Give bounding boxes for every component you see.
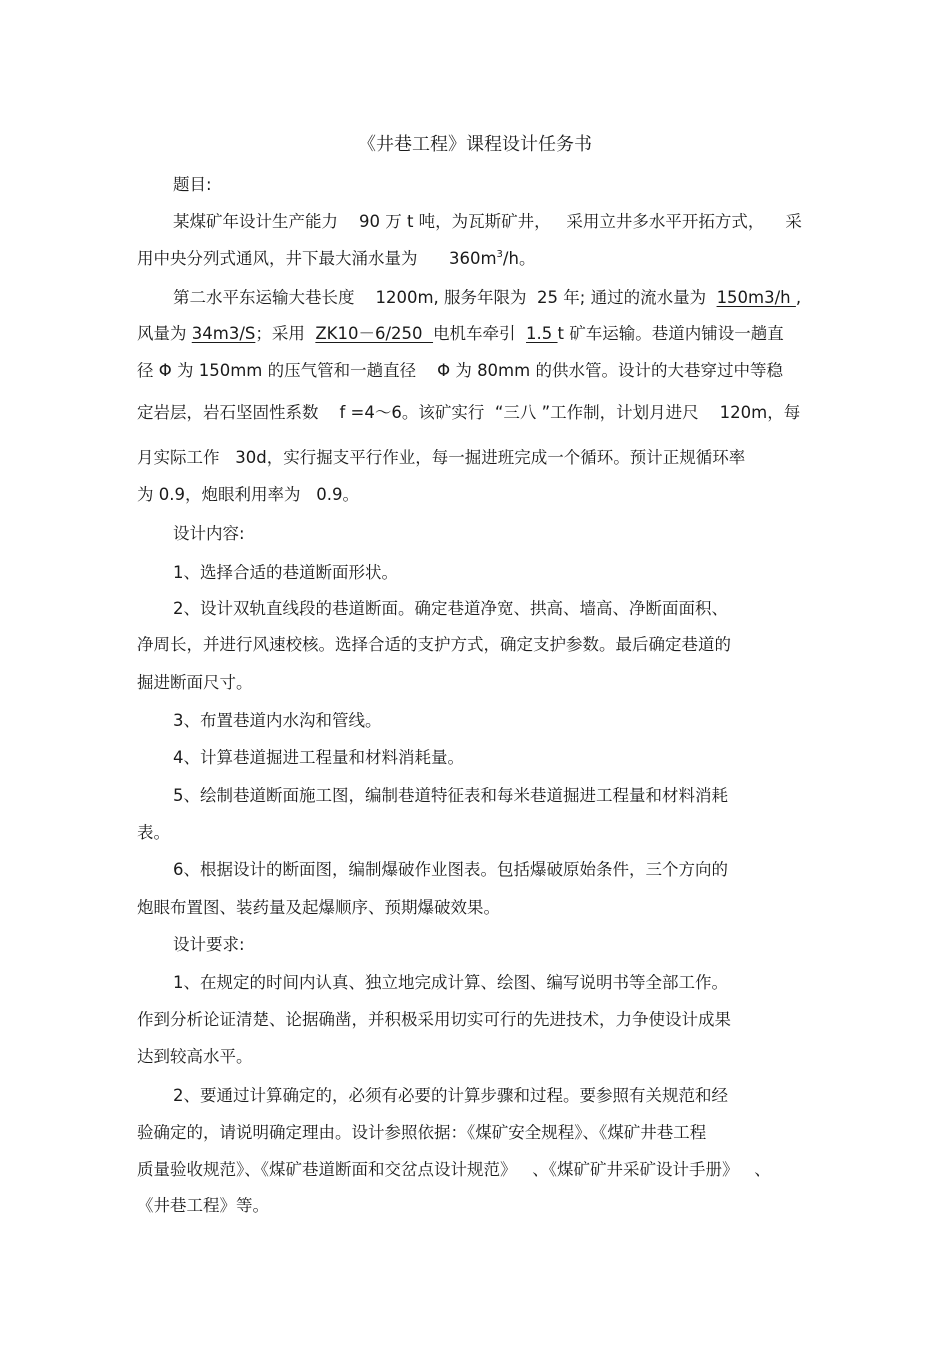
topic-paragraph-2-line-6: 为 0.9，炮眼利用率为 0.9。 — [137, 485, 359, 504]
text-segment: 电机车牵引 — [433, 324, 527, 343]
topic-paragraph-2-line-4: 定岩层，岩石坚固性系数 f =4～6。该矿实行 “三八 ”工作制，计划月进尺 120m，每 — [137, 403, 801, 422]
content-item-4: 4、计算巷道掘进工程量和材料消耗量。 — [173, 748, 464, 767]
topic-paragraph-2-line-2 — [137, 324, 784, 344]
requirement-2-line-3: 质量验收规范》、《煤矿巷道断面和交岔点设计规范》 、《煤矿矿井采矿设计手册》 、 — [137, 1160, 771, 1179]
superscript: 3 — [496, 249, 503, 260]
requirement-2-line-4: 《井巷工程》等。 — [137, 1196, 269, 1215]
text-segment: 风量为 — [137, 324, 192, 343]
text-segment: 第二水平东运输大巷长度 1200m, 服务年限为 25 年; 通过的流水量为 — [173, 288, 717, 307]
text-segment: ；采用 — [255, 324, 316, 343]
requirement-2-line-1: 2、要通过计算确定的，必须有必要的计算步骤和过程。要参照有关规范和经 — [173, 1086, 728, 1105]
content-item-5-line-1: 5、绘制巷道断面施工图，编制巷道特征表和每米巷道掘进工程量和材料消耗 — [173, 786, 728, 805]
requirement-1-line-2: 作到分析论证清楚、论据确凿，并积极采用切实可行的先进技术，力争使设计成果 — [137, 1010, 731, 1029]
text-segment: 用中央分列式通风，井下最大涌水量为 360m — [137, 249, 497, 268]
requirement-2-line-2: 验确定的，请说明确定理由。设计参照依据：《煤矿安全规程》、《煤矿井巷工程 — [137, 1123, 707, 1142]
topic-paragraph-1-line-1: 某煤矿年设计生产能力 90 万 t 吨，为瓦斯矿井， 采用立井多水平开拓方式， 采 — [173, 212, 802, 231]
content-item-6-line-1: 6、根据设计的断面图，编制爆破作业图表。包括爆破原始条件，三个方向的 — [173, 860, 728, 879]
locomotive-model: ZK10－6/250 — [315, 324, 434, 343]
topic-paragraph-2-line-3: 径 Φ 为 150mm 的压气管和一趟直径 Φ 为 80mm 的供水管。设计的大巷穿过中等稳 — [137, 361, 783, 380]
text-segment: /h。 — [502, 249, 536, 268]
flow-rate-value: 150m3/h — [716, 288, 796, 307]
document-title: 《井巷工程》课程设计任务书 — [358, 134, 592, 155]
topic-paragraph-2-line-5: 月实际工作 30d，实行掘支平行作业，每一掘进班完成一个循环。预计正规循环率 — [137, 448, 746, 467]
content-item-2-line-3: 掘进断面尺寸。 — [137, 673, 253, 692]
air-volume-value: 34m3/S — [191, 324, 256, 343]
content-item-3: 3、布置巷道内水沟和管线。 — [173, 711, 382, 730]
content-item-2-line-2: 净周长，并进行风速校核。选择合适的支护方式，确定支护参数。最后确定巷道的 — [137, 635, 731, 654]
text-segment: t 矿车运输。巷道内铺设一趟直 — [557, 324, 784, 343]
text-segment: , — [795, 288, 802, 307]
content-item-6-line-2: 炮眼布置图、装药量及起爆顺序、预期爆破效果。 — [137, 898, 500, 917]
content-label: 设计内容: — [173, 524, 245, 543]
topic-label: 题目: — [173, 175, 212, 194]
content-item-2-line-1: 2、设计双轨直线段的巷道断面。确定巷道净宽、拱高、墙高、净断面面积、 — [173, 599, 728, 618]
topic-paragraph-2-line-1 — [173, 288, 801, 308]
content-item-5-line-2: 表。 — [137, 823, 170, 842]
requirement-1-line-1: 1、在规定的时间内认真、独立地完成计算、绘图、编写说明书等全部工作。 — [173, 973, 728, 992]
topic-paragraph-1-line-2 — [137, 249, 535, 269]
requirements-label: 设计要求: — [173, 935, 245, 954]
content-item-1: 1、选择合适的巷道断面形状。 — [173, 563, 398, 582]
requirement-1-line-3: 达到较高水平。 — [137, 1047, 253, 1066]
mine-car-capacity: 1.5 — [526, 324, 558, 343]
